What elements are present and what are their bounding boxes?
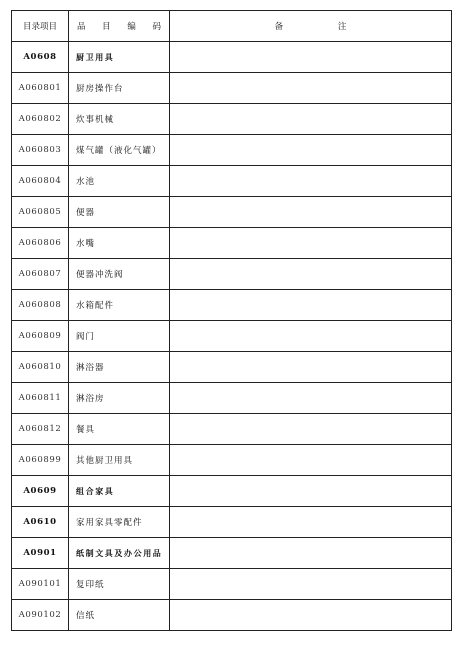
item-name-cell: 阀门	[69, 321, 170, 352]
item-name-cell: 家用家具零配件	[69, 507, 170, 538]
item-name-cell: 水嘴	[69, 228, 170, 259]
item-name-cell: 纸制文具及办公用品	[69, 538, 170, 569]
table-row	[12, 352, 452, 383]
remarks-cell	[170, 600, 452, 631]
item-code-cell: A090102	[12, 600, 69, 631]
item-name-cell: 厨房操作台	[69, 73, 170, 104]
table-row	[12, 104, 452, 135]
remarks-cell	[170, 290, 452, 321]
remarks-cell	[170, 383, 452, 414]
item-code-cell: A060802	[12, 104, 69, 135]
remarks-cell	[170, 414, 452, 445]
table-row	[12, 228, 452, 259]
item-name-cell: 炊事机械	[69, 104, 170, 135]
table-header	[12, 11, 452, 42]
header-item-code: 品 目 编 码	[69, 11, 170, 42]
remarks-cell	[170, 538, 452, 569]
table-row	[12, 166, 452, 197]
item-code-cell: A060810	[12, 352, 69, 383]
item-name-cell: 煤气罐（液化气罐）	[69, 135, 170, 166]
table-row	[12, 321, 452, 352]
table-body	[12, 42, 452, 631]
item-code-cell: A060801	[12, 73, 69, 104]
header-directory-item: 目录项目	[12, 11, 69, 42]
item-name-cell: 信纸	[69, 600, 170, 631]
header-row	[12, 11, 452, 42]
item-code-cell: A060805	[12, 197, 69, 228]
item-code-cell: A060811	[12, 383, 69, 414]
table-row	[12, 135, 452, 166]
table-row	[12, 42, 452, 73]
item-code-cell: A060804	[12, 166, 69, 197]
remarks-cell	[170, 228, 452, 259]
catalog-table	[11, 10, 452, 631]
remarks-cell	[170, 569, 452, 600]
table-row	[12, 73, 452, 104]
item-code-cell: A060899	[12, 445, 69, 476]
remarks-cell	[170, 352, 452, 383]
item-code-cell: A0609	[12, 476, 69, 507]
item-name-cell: 淋浴房	[69, 383, 170, 414]
item-code-cell: A0610	[12, 507, 69, 538]
table-row	[12, 414, 452, 445]
remarks-cell	[170, 507, 452, 538]
table-row	[12, 197, 452, 228]
remarks-cell	[170, 166, 452, 197]
remarks-cell	[170, 42, 452, 73]
item-code-cell: A060807	[12, 259, 69, 290]
remarks-cell	[170, 197, 452, 228]
item-code-cell: A060812	[12, 414, 69, 445]
table-row	[12, 600, 452, 631]
item-code-cell: A090101	[12, 569, 69, 600]
remarks-cell	[170, 445, 452, 476]
table-row	[12, 507, 452, 538]
table-row	[12, 290, 452, 321]
item-name-cell: 水池	[69, 166, 170, 197]
item-code-cell: A060808	[12, 290, 69, 321]
item-code-cell: A0901	[12, 538, 69, 569]
item-code-cell: A060809	[12, 321, 69, 352]
item-name-cell: 其他厨卫用具	[69, 445, 170, 476]
remarks-cell	[170, 104, 452, 135]
item-name-cell: 便器冲洗阀	[69, 259, 170, 290]
remarks-cell	[170, 476, 452, 507]
table-row	[12, 538, 452, 569]
item-name-cell: 水箱配件	[69, 290, 170, 321]
remarks-cell	[170, 321, 452, 352]
item-name-cell: 淋浴器	[69, 352, 170, 383]
item-name-cell: 厨卫用具	[69, 42, 170, 73]
item-code-cell: A060803	[12, 135, 69, 166]
header-remarks: 备 注	[170, 11, 452, 42]
remarks-cell	[170, 135, 452, 166]
table-row	[12, 569, 452, 600]
item-name-cell: 组合家具	[69, 476, 170, 507]
table-row	[12, 259, 452, 290]
table-row	[12, 476, 452, 507]
remarks-cell	[170, 73, 452, 104]
item-code-cell: A0608	[12, 42, 69, 73]
table-row	[12, 445, 452, 476]
remarks-cell	[170, 259, 452, 290]
item-name-cell: 餐具	[69, 414, 170, 445]
item-code-cell: A060806	[12, 228, 69, 259]
table-row	[12, 383, 452, 414]
item-name-cell: 复印纸	[69, 569, 170, 600]
item-name-cell: 便器	[69, 197, 170, 228]
